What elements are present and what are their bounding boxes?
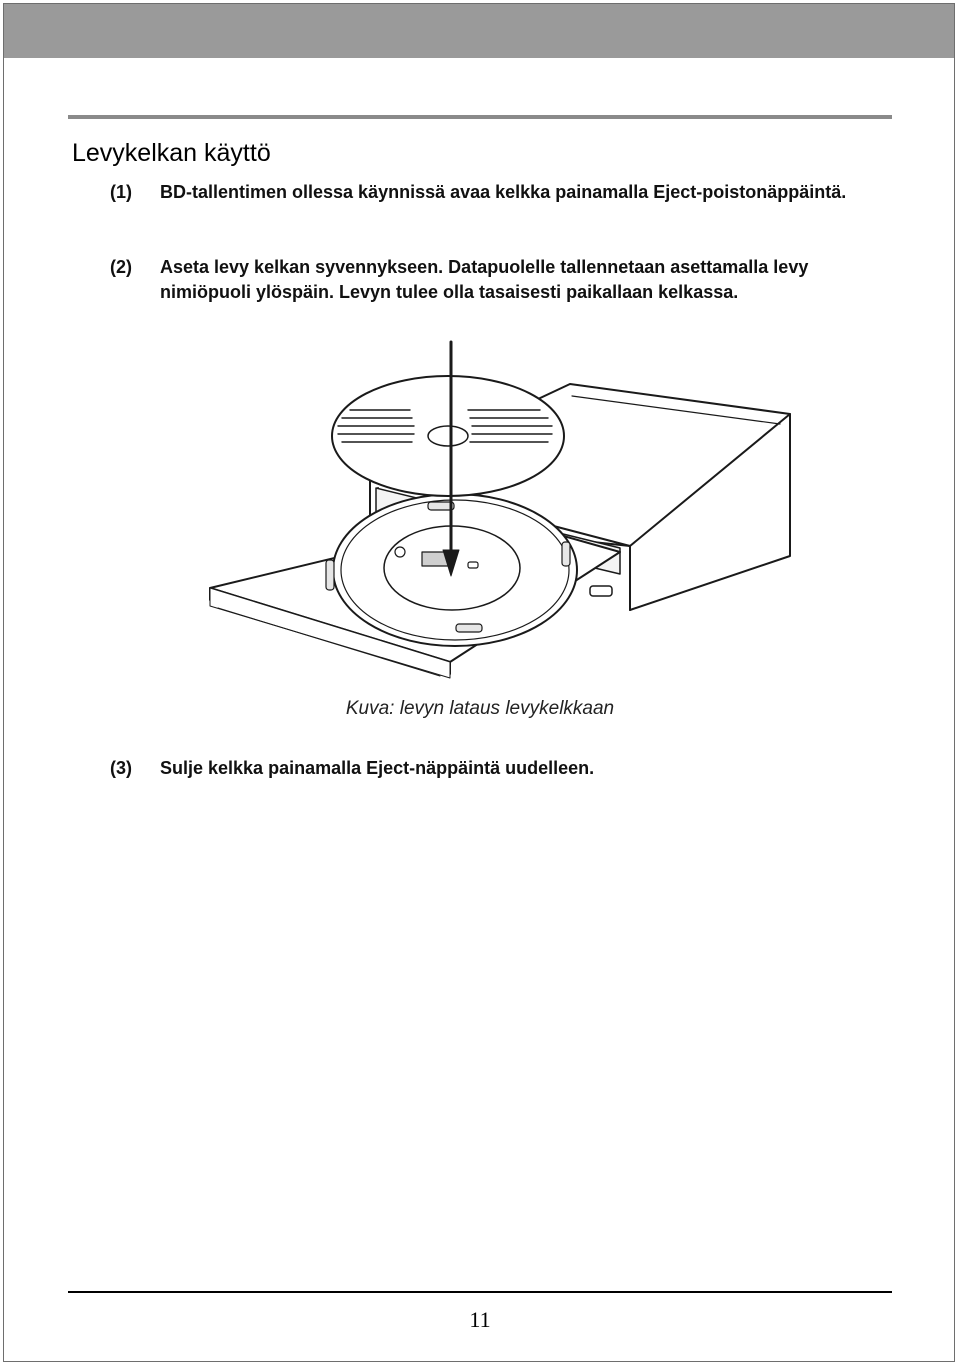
top-rule <box>68 115 892 119</box>
step-text: Sulje kelkka painamalla Eject-näppäintä uudelleen. <box>160 758 595 778</box>
step-number: (3) <box>110 758 132 778</box>
step-number: (2) <box>110 257 132 277</box>
eject-knob <box>590 586 612 596</box>
step-number: (1) <box>110 182 132 202</box>
disc-center-hole <box>428 426 468 446</box>
section-title: Levykelkan käyttö <box>72 139 271 167</box>
tray-tab <box>456 624 482 632</box>
tray-tab <box>562 542 570 566</box>
figure-caption: Kuva: levyn lataus levykelkkaan <box>345 698 615 719</box>
header-bar <box>4 4 954 58</box>
disc-drive-loading-illustration <box>200 338 800 683</box>
step-text: BD-tallentimen ollessa käynnissä avaa kelkka painamalla Eject-poistonäppäintä. <box>160 182 847 202</box>
tray-tab <box>326 560 334 590</box>
step-text: Aseta levy kelkan syvennykseen. Datapuolelle tallennetaan asettamalla levy nimiöpuoli ylöspäin. Levyn tulee olla tasaisesti paikallaan kelkassa. <box>160 257 809 302</box>
bottom-rule <box>68 1291 892 1293</box>
page-number: 11 <box>469 1307 491 1332</box>
disc-in-tray <box>333 494 577 646</box>
